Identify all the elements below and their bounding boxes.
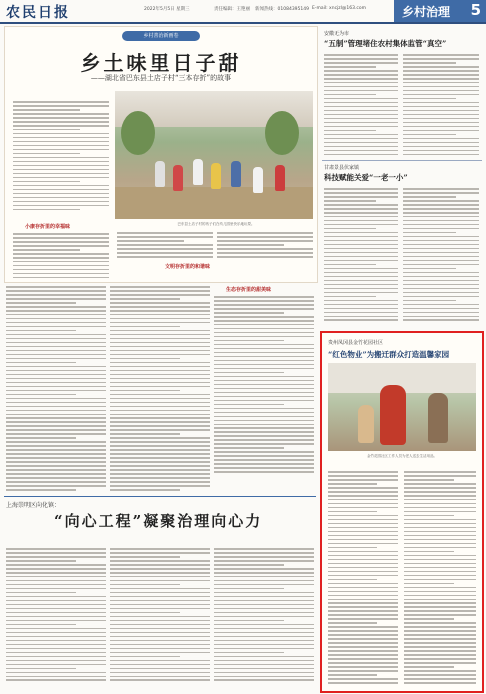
bottom-kicker: 上海崇明区向化镇： xyxy=(6,502,61,509)
highlight-text-col-2 xyxy=(404,471,476,686)
lead-tag: 乡村善治新画卷 xyxy=(122,31,200,41)
lead-text-col-2 xyxy=(117,232,213,260)
highlight-title: “红色物业”为搬迁群众打造温馨家园 xyxy=(328,350,450,359)
masthead-editor: 责任编辑：王艳丽 xyxy=(214,7,250,12)
bottom-text-col-3 xyxy=(214,548,314,683)
lead-text-col-1 xyxy=(13,101,109,213)
lead-text-col-3 xyxy=(217,232,313,260)
masthead xyxy=(0,0,486,24)
masthead-phone: 新闻热线：01084395149 xyxy=(255,7,309,12)
lead-cont-col-3 xyxy=(214,296,314,475)
bottom-divider xyxy=(4,496,316,497)
right-article-2-kicker: 甘肃景县伏家镇 xyxy=(324,165,360,171)
highlight-text-col-1 xyxy=(328,471,398,686)
bottom-text-col-2 xyxy=(110,548,210,683)
lead-article xyxy=(4,26,318,283)
highlight-photo xyxy=(328,363,476,451)
lead-subhead-1: 小康存折里的幸福味 xyxy=(25,224,71,230)
lead-cont-col-2 xyxy=(110,286,210,493)
section-bar xyxy=(394,0,486,22)
right-article-1-kicker: 安徽无为市 xyxy=(324,31,350,37)
lead-text-col-1b xyxy=(13,233,109,281)
bottom-title: “向心工程”凝聚治理向心力 xyxy=(54,512,263,530)
right-a1-col-1 xyxy=(324,54,398,158)
lead-subhead-2: 文明存折里的和谐味 xyxy=(165,264,211,270)
right-a2-col-2 xyxy=(403,188,479,323)
bottom-text-col-1 xyxy=(6,548,106,683)
right-article-2-title: 科技赋能关爱“一老一小” xyxy=(324,173,408,182)
highlighted-article[interactable] xyxy=(320,331,484,693)
lead-cont-col-1 xyxy=(6,286,106,493)
right-divider xyxy=(322,160,482,161)
highlight-kicker: 贵州凤冈县金竹花园社区 xyxy=(328,340,384,346)
masthead-email: E-mail: xncjzl@163.com xyxy=(312,6,367,11)
lead-title: 乡土味里日子甜 xyxy=(80,51,242,75)
right-a1-col-2 xyxy=(403,54,479,158)
page-number: 5 xyxy=(470,1,481,19)
right-a2-col-1 xyxy=(324,188,398,323)
paper-name: 农民日报 xyxy=(6,5,70,21)
masthead-date: 2022年5月5日 星期三 xyxy=(144,7,190,12)
section-title: 乡村治理 xyxy=(402,5,451,19)
lead-subhead-3: 生态存折里的甜美味 xyxy=(226,287,272,293)
highlight-photo-caption: 金竹花园社区工作人员为老人送去生活用品。 xyxy=(367,454,437,458)
lead-photo xyxy=(115,91,313,219)
lead-photo-caption: 巴东县土店子村的孩子们在幼儿园里快乐地玩耍。 xyxy=(177,222,255,226)
lead-subtitle: ——湖北省巴东县土店子村“三本存折”的故事 xyxy=(90,74,232,82)
right-article-1-title: “五制”管理堵住农村集体监管“真空” xyxy=(324,39,447,48)
